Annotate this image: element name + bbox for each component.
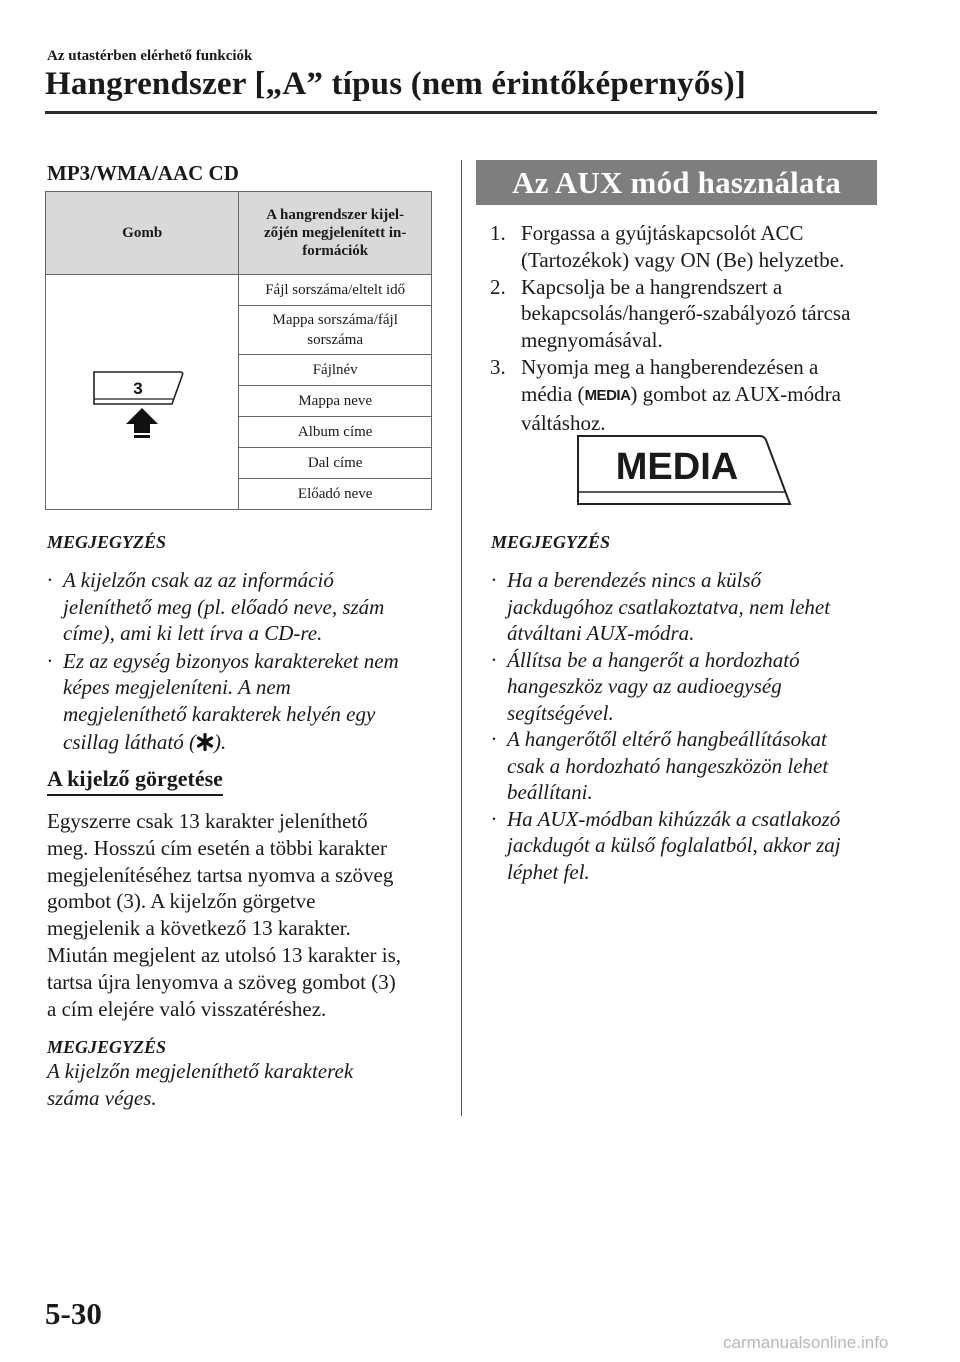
list-item: · A kijelzőn csak az az információ jeleníthető meg (pl. előadó neve, szám címe), ami ki lett írva a CD-re. <box>47 568 385 645</box>
breadcrumb: Az utastérben elérhető funkciók <box>47 48 253 64</box>
table-row: Mappa sorszáma/fájl sorszáma <box>239 306 432 355</box>
text-button-3-icon <box>76 342 208 438</box>
scroll-heading: A kijelző görgetése <box>47 766 223 796</box>
list-item: · Ez az egység bizonyos karaktereket nem képes megjeleníteni. A nem megjeleníthető karakterek helyén egy csillag látható ( ). <box>47 648 399 754</box>
steps-list <box>490 220 880 436</box>
note-block-1 <box>47 532 447 756</box>
list-item: 2. Kapcsolja be a hangrendszert a bekapcsolás/hangerő-szabályozó tárcsa megnyomásával. <box>490 274 851 353</box>
asterisk-icon <box>196 733 214 751</box>
aux-section-banner: Az AUX mód használata <box>476 160 877 205</box>
list-item: · A hangerőtől eltérő hangbeállításokat csak a hordozható hangeszközön lehet beállítani. <box>491 727 829 804</box>
list-item: · Állítsa be a hangerőt a hordozható hangeszköz vagy az audioegység segítségével. <box>491 647 800 725</box>
note-heading: MEGJEGYZÉS <box>47 1037 167 1057</box>
note-block-3 <box>491 532 891 885</box>
button-label: 3 <box>133 378 143 398</box>
table-row: Fájlnév <box>239 355 432 386</box>
section-title: MP3/WMA/AAC CD <box>47 161 239 185</box>
note-heading: MEGJEGYZÉS <box>491 532 611 552</box>
list-item: · Ha a berendezés nincs a külső jackdugóhoz csatlakoztatva, nem lehet átváltani AUX-módra. <box>491 568 831 645</box>
table-row: Album címe <box>239 417 432 448</box>
media-button-label: MEDIA <box>615 446 739 488</box>
header-rule <box>45 111 877 114</box>
footer-site-watermark: carmanualsonline.info <box>723 1333 889 1352</box>
table-row: Mappa neve <box>239 386 432 417</box>
info-table <box>45 191 432 510</box>
media-button-icon <box>574 432 794 512</box>
list-item: 3. Nyomja meg a hangberendezésen a média (MEDIA) gombot az AUX-módra váltáshoz. <box>490 354 841 435</box>
table-button-cell <box>46 275 239 510</box>
list-item: 1. Forgassa a gyújtáskapcsolót ACC (Tartozékok) vagy ON (Be) helyzetbe. <box>490 221 845 272</box>
media-inline-icon: MEDIA <box>584 386 631 404</box>
note-list <box>491 567 891 885</box>
table-row: Fájl sorszáma/eltelt idő <box>239 275 432 306</box>
press-arrow-icon <box>126 408 158 433</box>
note-heading: MEGJEGYZÉS <box>47 532 167 552</box>
list-item: · Ha AUX-módban kihúzzák a csatlakozó jackdugót a külső foglalatból, akkor zaj léphet fel. <box>491 806 841 884</box>
note-block-2: MEGJEGYZÉS A kijelzőn megjeleníthető karakterek száma véges. <box>47 1037 447 1111</box>
page-title: Hangrendszer [„A” típus (nem érintőképernyős)] <box>45 66 746 102</box>
table-header-button: Gomb <box>46 192 239 275</box>
note-list <box>47 567 447 756</box>
table-header-info: A hangrendszer kijel- zőjén megjelenített in- formációk <box>239 192 432 275</box>
table-row: Dal címe <box>239 448 432 479</box>
scroll-body: Egyszerre csak 13 karakter jeleníthető meg. Hosszú cím esetén a többi karakter megjelenítéséhez tartsa nyomva a szöveg gombot (3). A kijelzőn görgetve megjelenik a következő 13 karakter. Miután megjelent az utolsó 13 karakter is, tartsa újra lenyomva a szöveg gombot (3) a cím elejére való visszatéréshez. <box>47 809 401 1021</box>
column-divider <box>461 160 462 1116</box>
table-row: Előadó neve <box>239 479 432 510</box>
page-number: 5-30 <box>45 1296 102 1331</box>
